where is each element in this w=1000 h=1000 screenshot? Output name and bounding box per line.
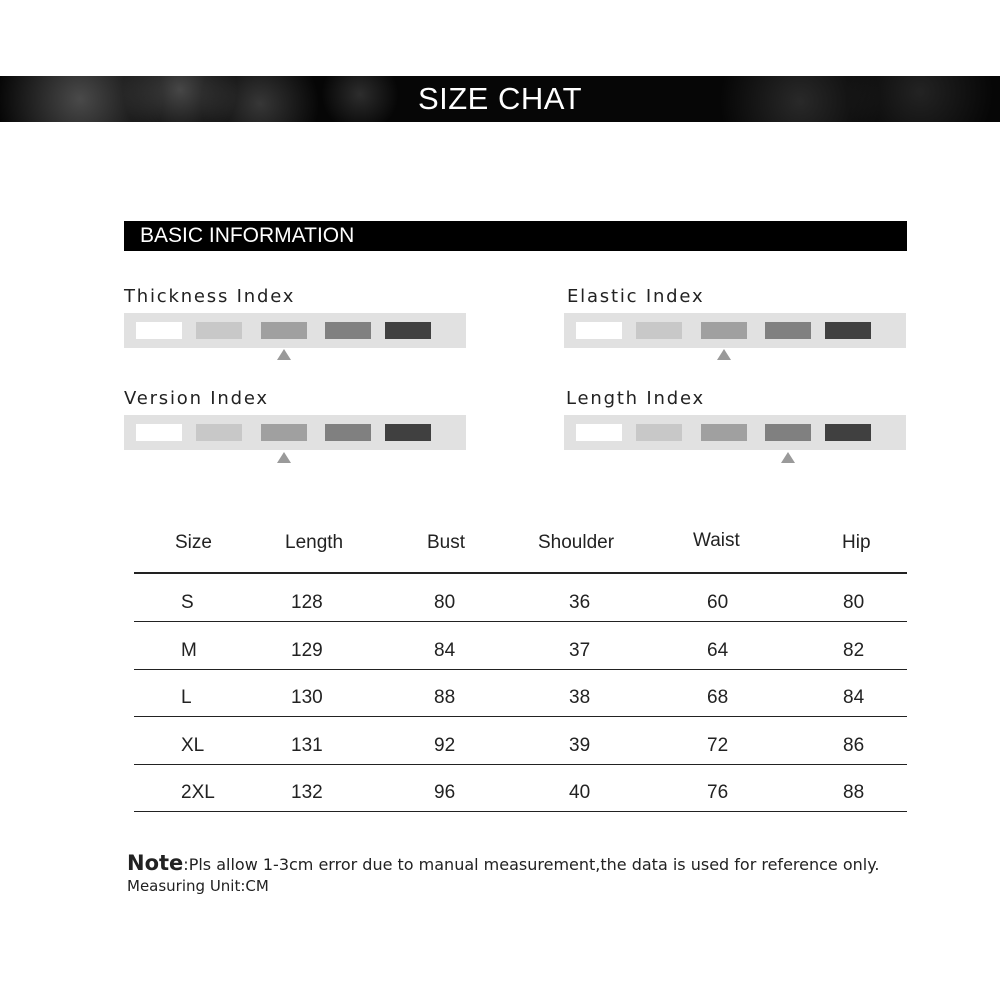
measurement-cell: 39 [569,734,591,756]
note-text: Pls allow 1-3cm error due to manual measurement,the data is used for reference only. [188,855,880,874]
index-swatch [385,322,431,339]
measurement-cell: 130 [291,687,323,708]
measurement-cell: 68 [707,687,729,708]
index-swatch [196,322,242,339]
elastic-index-marker [717,349,731,360]
index-swatch [765,424,811,441]
row-divider [134,716,907,717]
measurement-cell: 128 [291,592,323,613]
index-swatch [765,322,811,339]
measurement-cell: 37 [569,639,591,661]
version-index-scale [124,415,466,450]
measurement-cell: 80 [434,592,456,613]
row-divider [134,621,907,622]
index-swatch [701,424,747,441]
size-cell: M [181,639,197,661]
measurement-cell: 131 [291,734,323,756]
measurement-cell: 82 [843,639,865,661]
index-swatch [576,424,622,441]
length-index-marker [781,452,795,463]
row-divider [134,764,907,765]
index-swatch [701,322,747,339]
note-label: Note [127,851,184,875]
note [127,851,880,875]
index-swatch [825,322,871,339]
index-swatch [325,322,371,339]
index-swatch [261,322,307,339]
header-bust: Bust [427,532,466,553]
index-swatch [261,424,307,441]
measurement-cell: 84 [843,687,865,708]
size-cell: S [181,592,194,613]
section-title: BASIC INFORMATION [140,224,355,247]
index-swatch [136,322,182,339]
size-chart-banner [0,76,1000,122]
measurement-cell: 88 [843,782,865,803]
thickness-index-scale [124,313,466,348]
index-swatch [325,424,371,441]
measurement-cell: 80 [843,592,865,613]
thickness-index-marker [277,349,291,360]
version-index-marker [277,452,291,463]
version-index-label: Version Index [124,388,269,409]
measurement-cell: 40 [569,782,591,803]
size-cell: XL [181,734,205,756]
measurement-cell: 64 [707,639,729,661]
note-separator: : [183,855,189,874]
row-divider [134,669,907,670]
elastic-index-scale [564,313,906,348]
banner-title: SIZE CHAT [417,81,583,116]
header-length: Length [285,532,344,553]
elastic-index-label: Elastic Index [567,286,705,307]
header-waist: Waist [693,530,740,551]
thickness-index-label: Thickness Index [124,286,296,307]
measurement-cell: 76 [707,782,729,803]
measurement-cell: 84 [434,639,456,661]
measurement-cell: 60 [707,592,729,613]
size-cell: 2XL [181,782,215,803]
measuring-unit: Measuring Unit:CM [127,877,269,895]
length-index-label: Length Index [566,388,705,409]
row-divider [134,811,907,812]
header-hip: Hip [842,532,871,553]
measurement-cell: 88 [434,687,456,708]
index-swatch [636,424,682,441]
measurement-cell: 132 [291,782,323,803]
index-swatch [385,424,431,441]
index-swatch [825,424,871,441]
index-swatch [196,424,242,441]
index-swatch [136,424,182,441]
size-cell: L [181,687,192,708]
index-swatch [576,322,622,339]
measurement-cell: 72 [707,734,729,756]
measurement-cell: 36 [569,592,591,613]
basic-information-header [124,221,907,251]
measurement-cell: 129 [291,639,323,661]
measurement-cell: 92 [434,734,456,756]
header-size: Size [175,532,212,553]
header-rule [134,572,907,574]
measurement-cell: 86 [843,734,865,756]
measurement-cell: 38 [569,687,591,708]
header-shoulder: Shoulder [538,532,615,553]
index-swatch [636,322,682,339]
length-index-scale [564,415,906,450]
measurement-cell: 96 [434,782,456,803]
